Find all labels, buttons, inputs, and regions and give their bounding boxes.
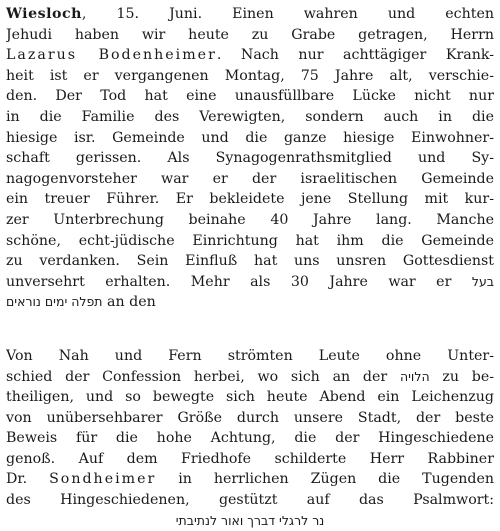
dateline-place: Wiesloch	[6, 6, 82, 22]
text-line: ein treuer Führer. Er bekleidete jene Stellung mit kur-	[6, 191, 494, 208]
text-line: genoß. Auf dem Friedhofe schilderte Herr Rabbiner	[6, 450, 494, 467]
newspaper-clipping	[6, 4, 494, 531]
text-line	[6, 25, 494, 46]
text-line: Von Nah und Fern strömten Leute ohne Unter-	[6, 347, 494, 364]
text-line	[6, 45, 494, 66]
line-text: an den	[102, 294, 156, 311]
text-line: theiligen, und so bewegte sich heute Abend ein Leichenzug	[6, 389, 494, 406]
text-line: zer Unterbrechung beinahe 40 Jahre lang. Manche	[6, 211, 494, 228]
text-line	[6, 272, 494, 293]
text-line: heit ist er vergangenen Montag, 75 Jahre alt, verschie-	[6, 67, 494, 84]
text-line: schöne, echt-jüdische Einrichtung hat ihm die Gemeinde	[6, 232, 494, 249]
line-text: schied der Confession herbei, wo sich an der	[6, 368, 388, 385]
text-line	[6, 4, 494, 25]
paragraph-obituary	[6, 4, 494, 313]
text-line	[6, 511, 494, 531]
line-text: Jehudi haben wir heute zu Grabe getragen, Herrn	[6, 26, 494, 43]
text-line: des Hingeschiedenen, gestützt auf das Psalmwort:	[6, 492, 494, 509]
text-line	[6, 292, 494, 313]
text-line: zu verdanken. Sein Einfluß hat uns unsren Gottesdienst	[6, 253, 494, 270]
hebrew-phrase: בעל	[471, 273, 494, 289]
line-text: Dr.	[6, 471, 50, 488]
psalm-verse: נר לרגלי דברך ואור לנתיבתי	[175, 512, 325, 528]
hebrew-phrase: תפלה ימים נוראים	[6, 294, 103, 310]
rabbi-name: Sondheimer	[49, 471, 157, 488]
line-text: in herrlichen Zügen die Tugenden	[156, 471, 494, 488]
paragraph-spacer	[6, 313, 494, 346]
text-line: schaft gerissen. Als Synagogenrathsmitglied und Sy-	[6, 150, 494, 167]
text-line: hiesige isr. Gemeinde und die ganze hiesige Einwohner-	[6, 129, 494, 146]
dateline-text: , 15. Juni. Einen wahren und echten	[81, 6, 494, 22]
text-line	[6, 367, 494, 388]
text-line: Beweis für die hohe Achtung, die der Hingeschiedene	[6, 430, 494, 447]
line-text: . Nach nur achttägiger Krank-	[216, 47, 494, 64]
text-line: von unübersehbarer Größe durch unsere Stadt, der beste	[6, 409, 494, 426]
text-line: nagogenvorsteher war er der israelitischen Gemeinde	[6, 170, 494, 187]
deceased-name: Lazarus Bodenheimer	[6, 47, 217, 64]
paragraph-funeral	[6, 346, 494, 531]
text-line: den. Der Tod hat eine unausfüllbare Lücke nicht nur	[6, 88, 494, 105]
line-text: zu be-	[429, 368, 494, 385]
text-line: in die Familie des Verewigten, sondern auch in die	[6, 108, 494, 125]
text-line	[6, 469, 494, 490]
hebrew-phrase: הלויה	[399, 368, 430, 384]
line-text: unversehrt erhalten. Mehr als 30 Jahre war er	[6, 273, 452, 290]
